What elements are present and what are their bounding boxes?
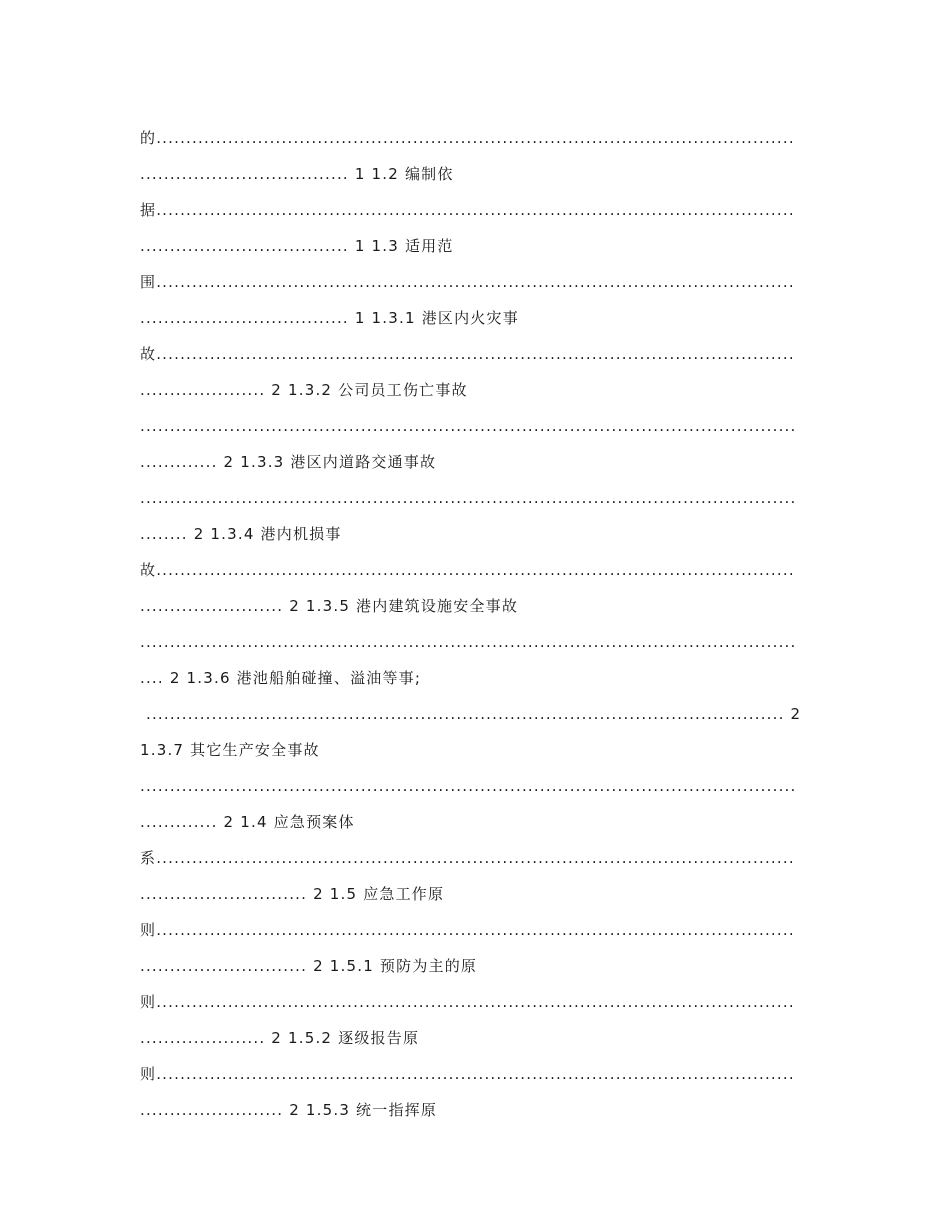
- toc-line: 1.3.7 其它生产安全事故: [140, 741, 320, 759]
- toc-line: ..............................................................................................................: [140, 417, 797, 435]
- toc-line: ........ 2 1.3.4 港内机损事: [140, 525, 342, 543]
- toc-line: ..............................................................................................................: [140, 489, 797, 507]
- toc-line: 系...........................................................................................................: [140, 849, 795, 867]
- table-of-contents: [140, 120, 808, 1128]
- toc-line: ............. 2 1.4 应急预案体: [140, 813, 355, 831]
- toc-line: 故...........................................................................................................: [140, 345, 795, 363]
- toc-line: ................................... 1 1.3 适用范: [140, 237, 454, 255]
- toc-line: ........................................................................................................... 2: [146, 705, 802, 723]
- toc-line: ............. 2 1.3.3 港区内道路交通事故: [140, 453, 437, 471]
- toc-line: ............................ 2 1.5 应急工作原: [140, 885, 445, 903]
- toc-line: ..................... 2 1.5.2 逐级报告原: [140, 1029, 420, 1047]
- toc-line: ..............................................................................................................: [140, 633, 797, 651]
- toc-line: ............................ 2 1.5.1 预防为主的原: [140, 957, 478, 975]
- toc-line: .... 2 1.3.6 港池船舶碰撞、溢油等事;: [140, 669, 422, 687]
- toc-line: 据...........................................................................................................: [140, 201, 795, 219]
- toc-line: 的...........................................................................................................: [140, 129, 795, 147]
- toc-line: ........................ 2 1.5.3 统一指挥原: [140, 1101, 438, 1119]
- toc-line: ..................... 2 1.3.2 公司员工伤亡事故: [140, 381, 468, 399]
- toc-line: ..............................................................................................................: [140, 777, 797, 795]
- toc-line: 故...........................................................................................................: [140, 561, 795, 579]
- toc-line: 围...........................................................................................................: [140, 273, 795, 291]
- toc-line: 则...........................................................................................................: [140, 1065, 795, 1083]
- toc-line: ........................ 2 1.3.5 港内建筑设施安全事故: [140, 597, 519, 615]
- toc-line: ................................... 1 1.2 编制依: [140, 165, 454, 183]
- toc-line: ................................... 1 1.3.1 港区内火灾事: [140, 309, 519, 327]
- toc-line: 则...........................................................................................................: [140, 921, 795, 939]
- toc-line: 则...........................................................................................................: [140, 993, 795, 1011]
